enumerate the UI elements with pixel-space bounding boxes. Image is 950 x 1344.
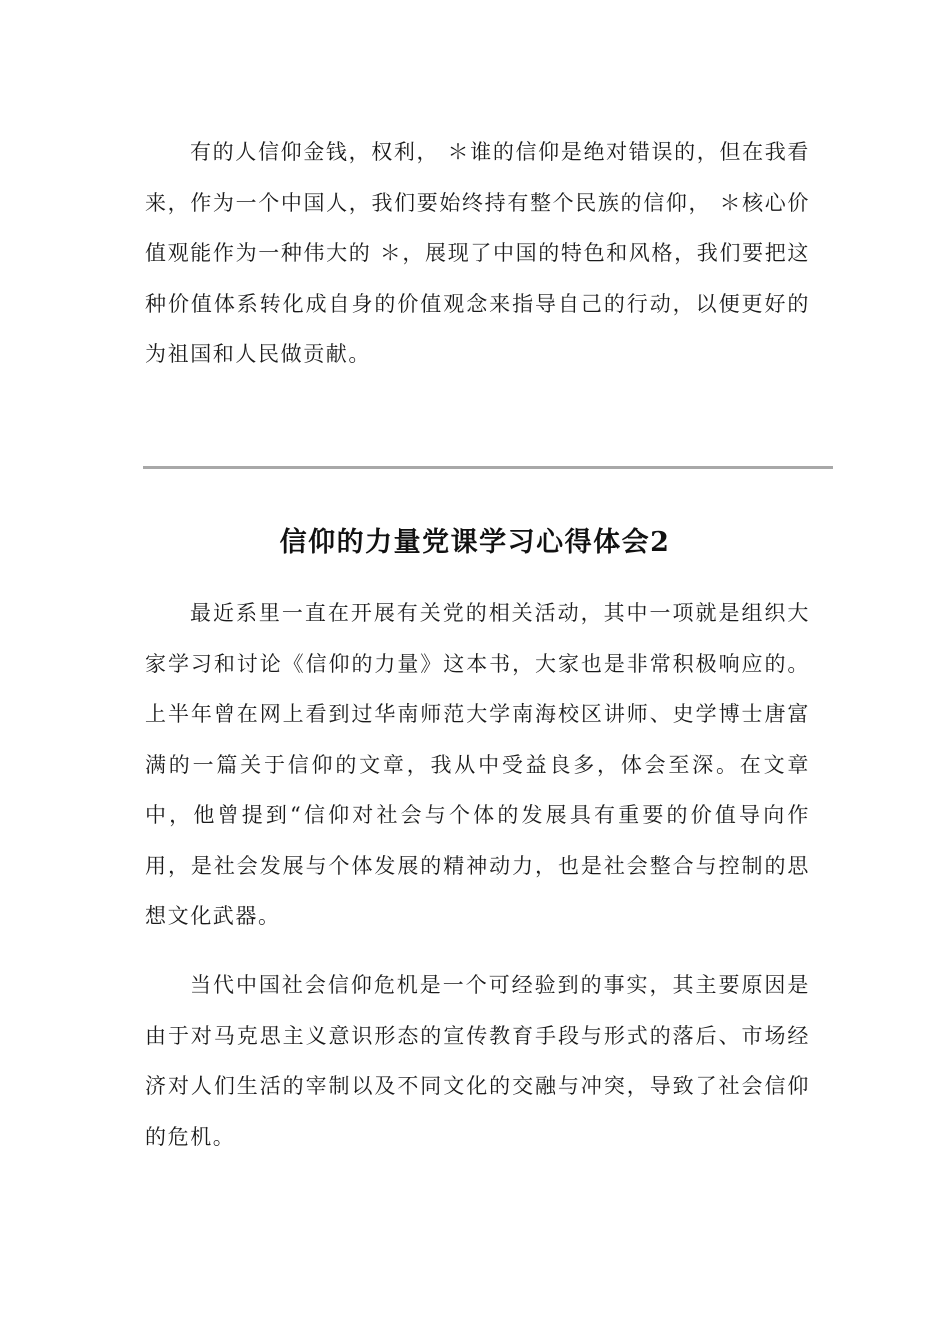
section-divider [143,466,833,469]
body-paragraph-2: 当代中国社会信仰危机是一个可经验到的事实，其主要原因是由于对马克思主义意识形态的宣传教育手段与形式的落后、市场经济对人们生活的宰制以及不同文化的交融与冲突，导致了社会信仰的危机。 [145,973,810,1149]
section-title: 信仰的力量党课学习心得体会2 [279,527,671,558]
body-paragraph-1: 最近系里一直在开展有关党的相关活动，其中一项就是组织大家学习和讨论《信仰的力量》这本书，大家也是非常积极响应的。上半年曾在网上看到过华南师范大学南海校区讲师、史学博士唐富满的一篇关于信仰的文章，我从中受益良多，体会至深。在文章中，他曾提到“信仰对社会与个体的发展具有重要的价值导向作用，是社会发展与个体发展的精神动力，也是社会整合与控制的思想文化武器。 [145,601,810,928]
intro-paragraph: 有的人信仰金钱，权利， ＊谁的信仰是绝对错误的，但在我看来，作为一个中国人，我们要始终持有整个民族的信仰， ＊核心价值观能作为一种伟大的 ＊，展现了中国的特色和风格，我们要把这种价值体系转化成自身的价值观念来指导自己的行动，以便更好的为祖国和人民做贡献。 [145,140,810,366]
